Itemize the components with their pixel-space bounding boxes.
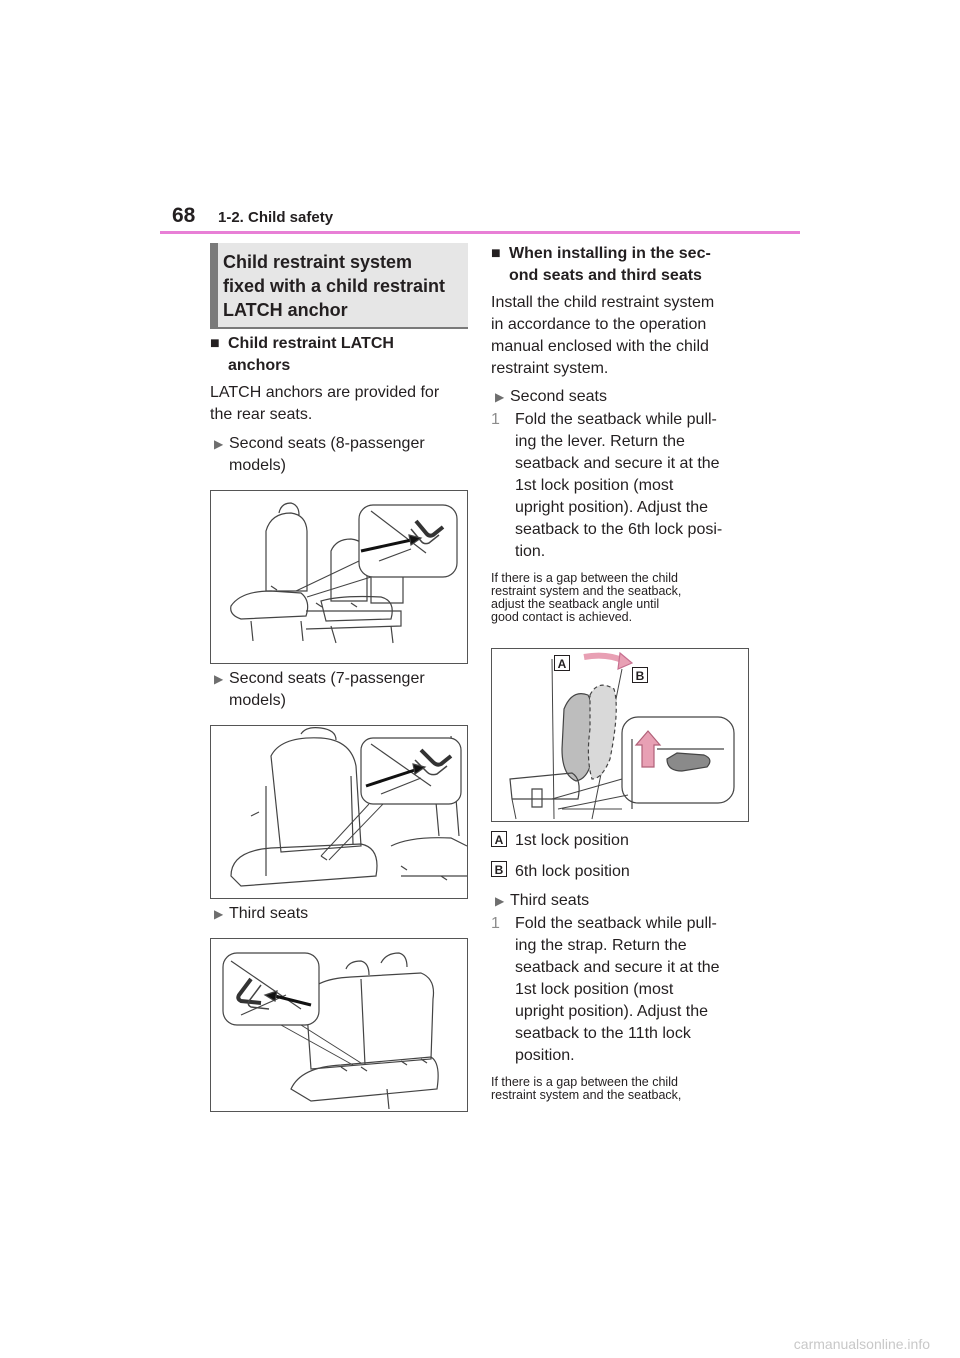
installing-intro: Install the child restraint system in accordance to the operation manual enclosed with the child restraint system. bbox=[491, 294, 715, 377]
heading-accent-bar bbox=[210, 243, 218, 327]
sub-heading-latch: ■ Child restraint LATCH anchors bbox=[210, 335, 394, 374]
page-number: 68 bbox=[172, 204, 196, 227]
section-heading-box bbox=[210, 243, 468, 327]
figure-third-seats bbox=[210, 938, 468, 1112]
latch-intro: LATCH anchors are provided for the rear seats. bbox=[210, 384, 440, 423]
step-third-seats: 1 Fold the seatback while pull- ing the strap. Return the seatback and secure it at the 1st lock position (most upright position). Adjust the seatback to the 11th lock position. bbox=[491, 915, 720, 1064]
bullet-third-seats: ▶ Third seats bbox=[214, 903, 308, 925]
legend-label-a: A bbox=[491, 831, 507, 849]
triangle-right-icon: ▶ bbox=[495, 390, 505, 404]
sub-heading-installing: ■ When installing in the sec- ond seats and third seats bbox=[491, 245, 711, 284]
square-icon: ■ bbox=[491, 245, 501, 262]
figure-second-seats-8-passenger bbox=[210, 490, 468, 664]
figure-label-a: A bbox=[554, 655, 570, 671]
section-heading: Child restraint system fixed with a child restraint LATCH anchor bbox=[223, 252, 446, 320]
bullet-second-seats: ▶ Second seats bbox=[495, 386, 607, 408]
triangle-right-icon: ▶ bbox=[214, 437, 224, 451]
triangle-right-icon: ▶ bbox=[214, 672, 224, 686]
legend-label-b: B bbox=[491, 861, 507, 879]
watermark: carmanualsonline.info bbox=[793, 1336, 930, 1352]
note-second-seats: If there is a gap between the child restraint system and the seatback, adjust the seatback angle until good contact is achieved. bbox=[491, 571, 682, 624]
step-second-seats: 1 Fold the seatback while pull- ing the lever. Return the seatback and secure it at the 1st lock position (most upright position). Adjust the seatback to the 6th lock posi- tion. bbox=[491, 411, 723, 560]
section-title: 1-2. Child safety bbox=[218, 209, 334, 226]
heading-underline bbox=[210, 327, 468, 329]
figure-seatback-lock-positions bbox=[491, 648, 749, 822]
triangle-right-icon: ▶ bbox=[495, 894, 505, 908]
square-icon: ■ bbox=[210, 335, 220, 352]
note-third-seats: If there is a gap between the child restraint system and the seatback, bbox=[491, 1075, 682, 1102]
header-rule bbox=[160, 231, 800, 234]
legend-text-a: 1st lock position bbox=[515, 832, 629, 849]
legend-text-b: 6th lock position bbox=[515, 863, 630, 880]
figure-label-b: B bbox=[632, 667, 648, 683]
bullet-third-seats-right: ▶ Third seats bbox=[495, 890, 589, 912]
figure-second-seats-7-passenger bbox=[210, 725, 468, 899]
triangle-right-icon: ▶ bbox=[214, 907, 224, 921]
bullet-second-seats-8: ▶ Second seats (8-passenger models) bbox=[214, 435, 425, 474]
bullet-second-seats-7: ▶ Second seats (7-passenger models) bbox=[214, 670, 425, 709]
